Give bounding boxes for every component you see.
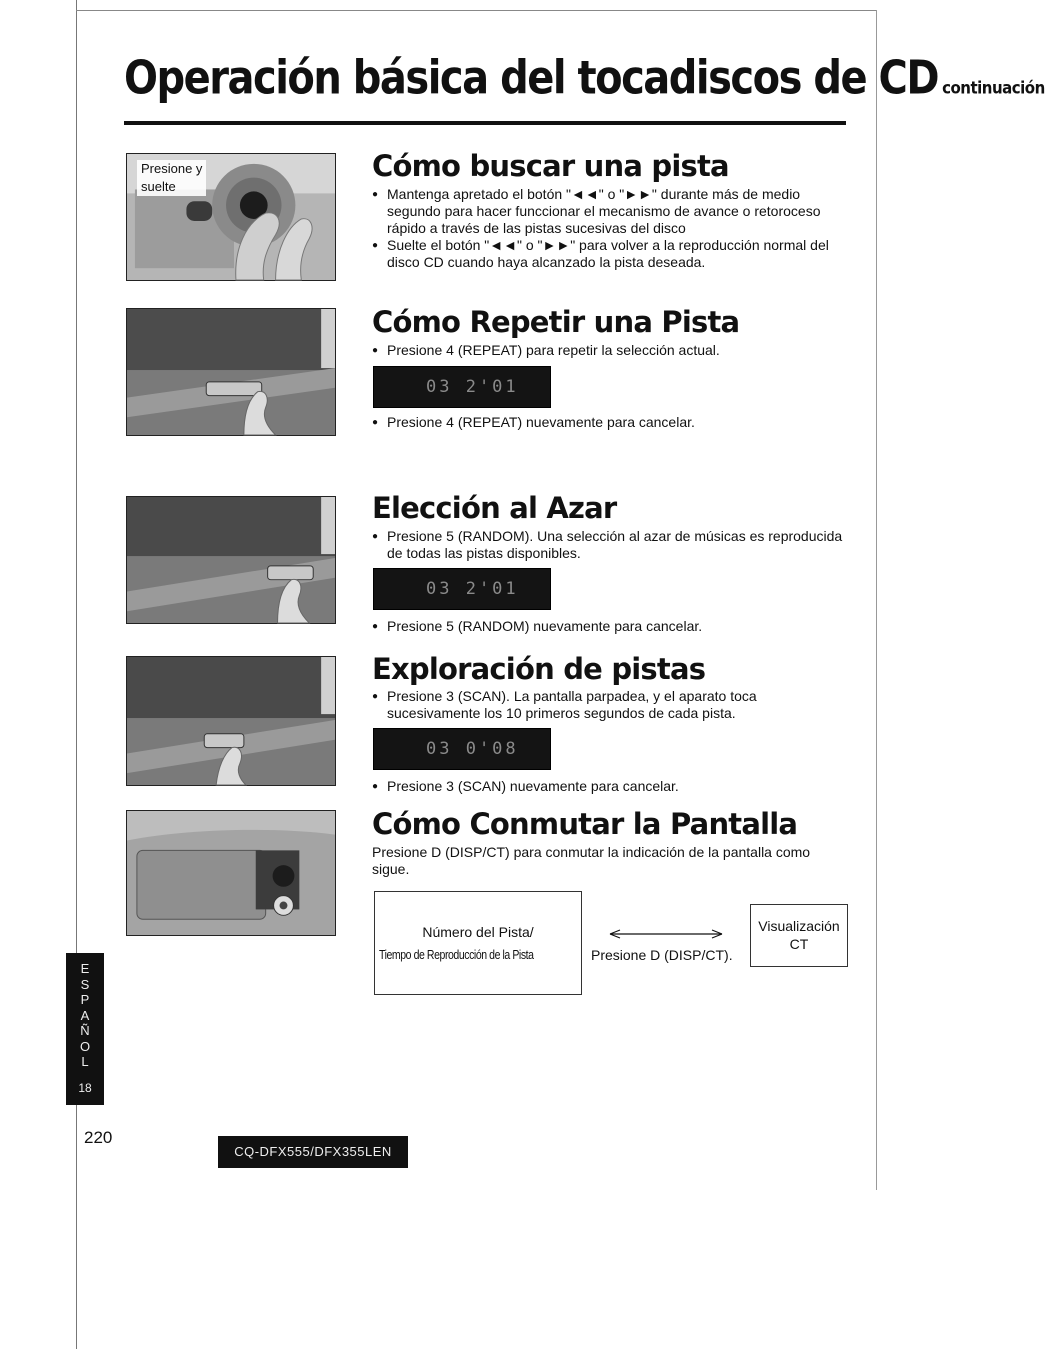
continuation-label: continuación (942, 77, 1045, 98)
title-rule (124, 121, 846, 125)
clock-display-label: Visualización (758, 918, 840, 934)
repetir-text-2 (372, 414, 848, 431)
repetir-text-1 (372, 342, 848, 359)
azar-bullet-1: ● Presione 5 (RANDOM). Una selección al azar de músicas es reproducida de todas las pistas disponibles. (372, 528, 848, 562)
display-mode-clock (750, 904, 848, 967)
display-mode-track-time (374, 891, 582, 995)
disp-ct-caption: Presione D (DISP/CT). (591, 947, 733, 963)
page-title-text: Operación básica del tocadiscos de CD (124, 52, 939, 105)
buscar-bullet-2: ● Suelte el botón "◄◄" o "►►" para volver a la reproducción normal del disco CD cuando haya alcanzado la pista deseada. (372, 237, 848, 271)
pantalla-text: Presione D (DISP/CT) para conmutar la indicación de la pantalla como sigue. (372, 844, 811, 877)
play-time-label: Tiempo de Reproducción de la Pista (379, 948, 534, 962)
heading-eleccion-azar: Elección al Azar (372, 491, 617, 525)
page-title (124, 52, 1045, 105)
side-letter: S (80, 976, 90, 992)
page-border-top (76, 10, 876, 11)
repetir-bullet-1: ● Presione 4 (REPEAT) para repetir la selección actual. (372, 342, 848, 359)
clock-ct-label: CT (789, 936, 809, 952)
heading-conmutar-pantalla: Cómo Conmutar la Pantalla (372, 807, 798, 841)
azar-text-1 (372, 528, 848, 562)
photo-label-line-1: Presione y (141, 161, 203, 176)
side-letter: E (80, 961, 90, 976)
photo-label (137, 160, 206, 196)
heading-repetir-pista: Cómo Repetir una Pista (372, 305, 740, 339)
lcd-display-repeat (373, 366, 551, 408)
exploracion-text-1 (372, 688, 848, 722)
page-border-left (76, 0, 77, 1349)
photo-disp-button (126, 810, 336, 936)
lcd-readout: 03 2'01 (426, 377, 519, 397)
buscar-text (372, 186, 848, 271)
track-number-label: Número del Pista/ (422, 924, 534, 940)
azar-text-2 (372, 618, 848, 635)
buscar-bullet-1: ● Mantenga apretado el botón "◄◄" o "►►" durante más de medio segundo para hacer funccionar el mecanismo de avance o retoroceso rápido a través de las pistas sucesivas del disco (372, 186, 848, 237)
photo-search-buttons (126, 153, 336, 281)
model-number-bar: CQ-DFX555/DFX355LEN (218, 1136, 408, 1168)
heading-exploracion-pistas: Exploración de pistas (372, 652, 706, 686)
exploracion-bullet-2: ● Presione 3 (SCAN) nuevamente para cancelar. (372, 778, 848, 795)
azar-bullet-2: ● Presione 5 (RANDOM) nuevamente para cancelar. (372, 618, 848, 635)
side-letter: P (80, 992, 90, 1007)
lcd-readout: 03 2'01 (426, 579, 519, 599)
side-letter: Ñ (80, 1023, 90, 1038)
side-letter: L (81, 1054, 89, 1069)
lcd-display-scan (373, 728, 551, 770)
photo-scan-button (126, 656, 336, 786)
repetir-bullet-2: ● Presione 4 (REPEAT) nuevamente para cancelar. (372, 414, 848, 431)
photo-label-line-2: suelte (141, 179, 176, 194)
photo-random-button (126, 496, 336, 624)
page-number: 220 (84, 1128, 113, 1147)
double-arrow-icon (608, 927, 724, 941)
language-side-tab (66, 953, 104, 1105)
side-letter: A (80, 1007, 90, 1023)
photo-repeat-button (126, 308, 336, 436)
lcd-display-random (373, 568, 551, 610)
exploracion-bullet-1: ● Presione 3 (SCAN). La pantalla parpadea, y el aparato toca sucesivamente los 10 primeros segundos de cada pista. (372, 688, 848, 722)
lcd-readout: 03 0'08 (426, 739, 519, 759)
page-border-right (876, 10, 877, 1190)
side-letter: O (79, 1038, 91, 1054)
exploracion-text-2 (372, 778, 848, 795)
language-letters (66, 953, 104, 1070)
heading-buscar-pista: Cómo buscar una pista (372, 149, 729, 183)
side-tab-page-number: 18 (78, 1081, 92, 1095)
